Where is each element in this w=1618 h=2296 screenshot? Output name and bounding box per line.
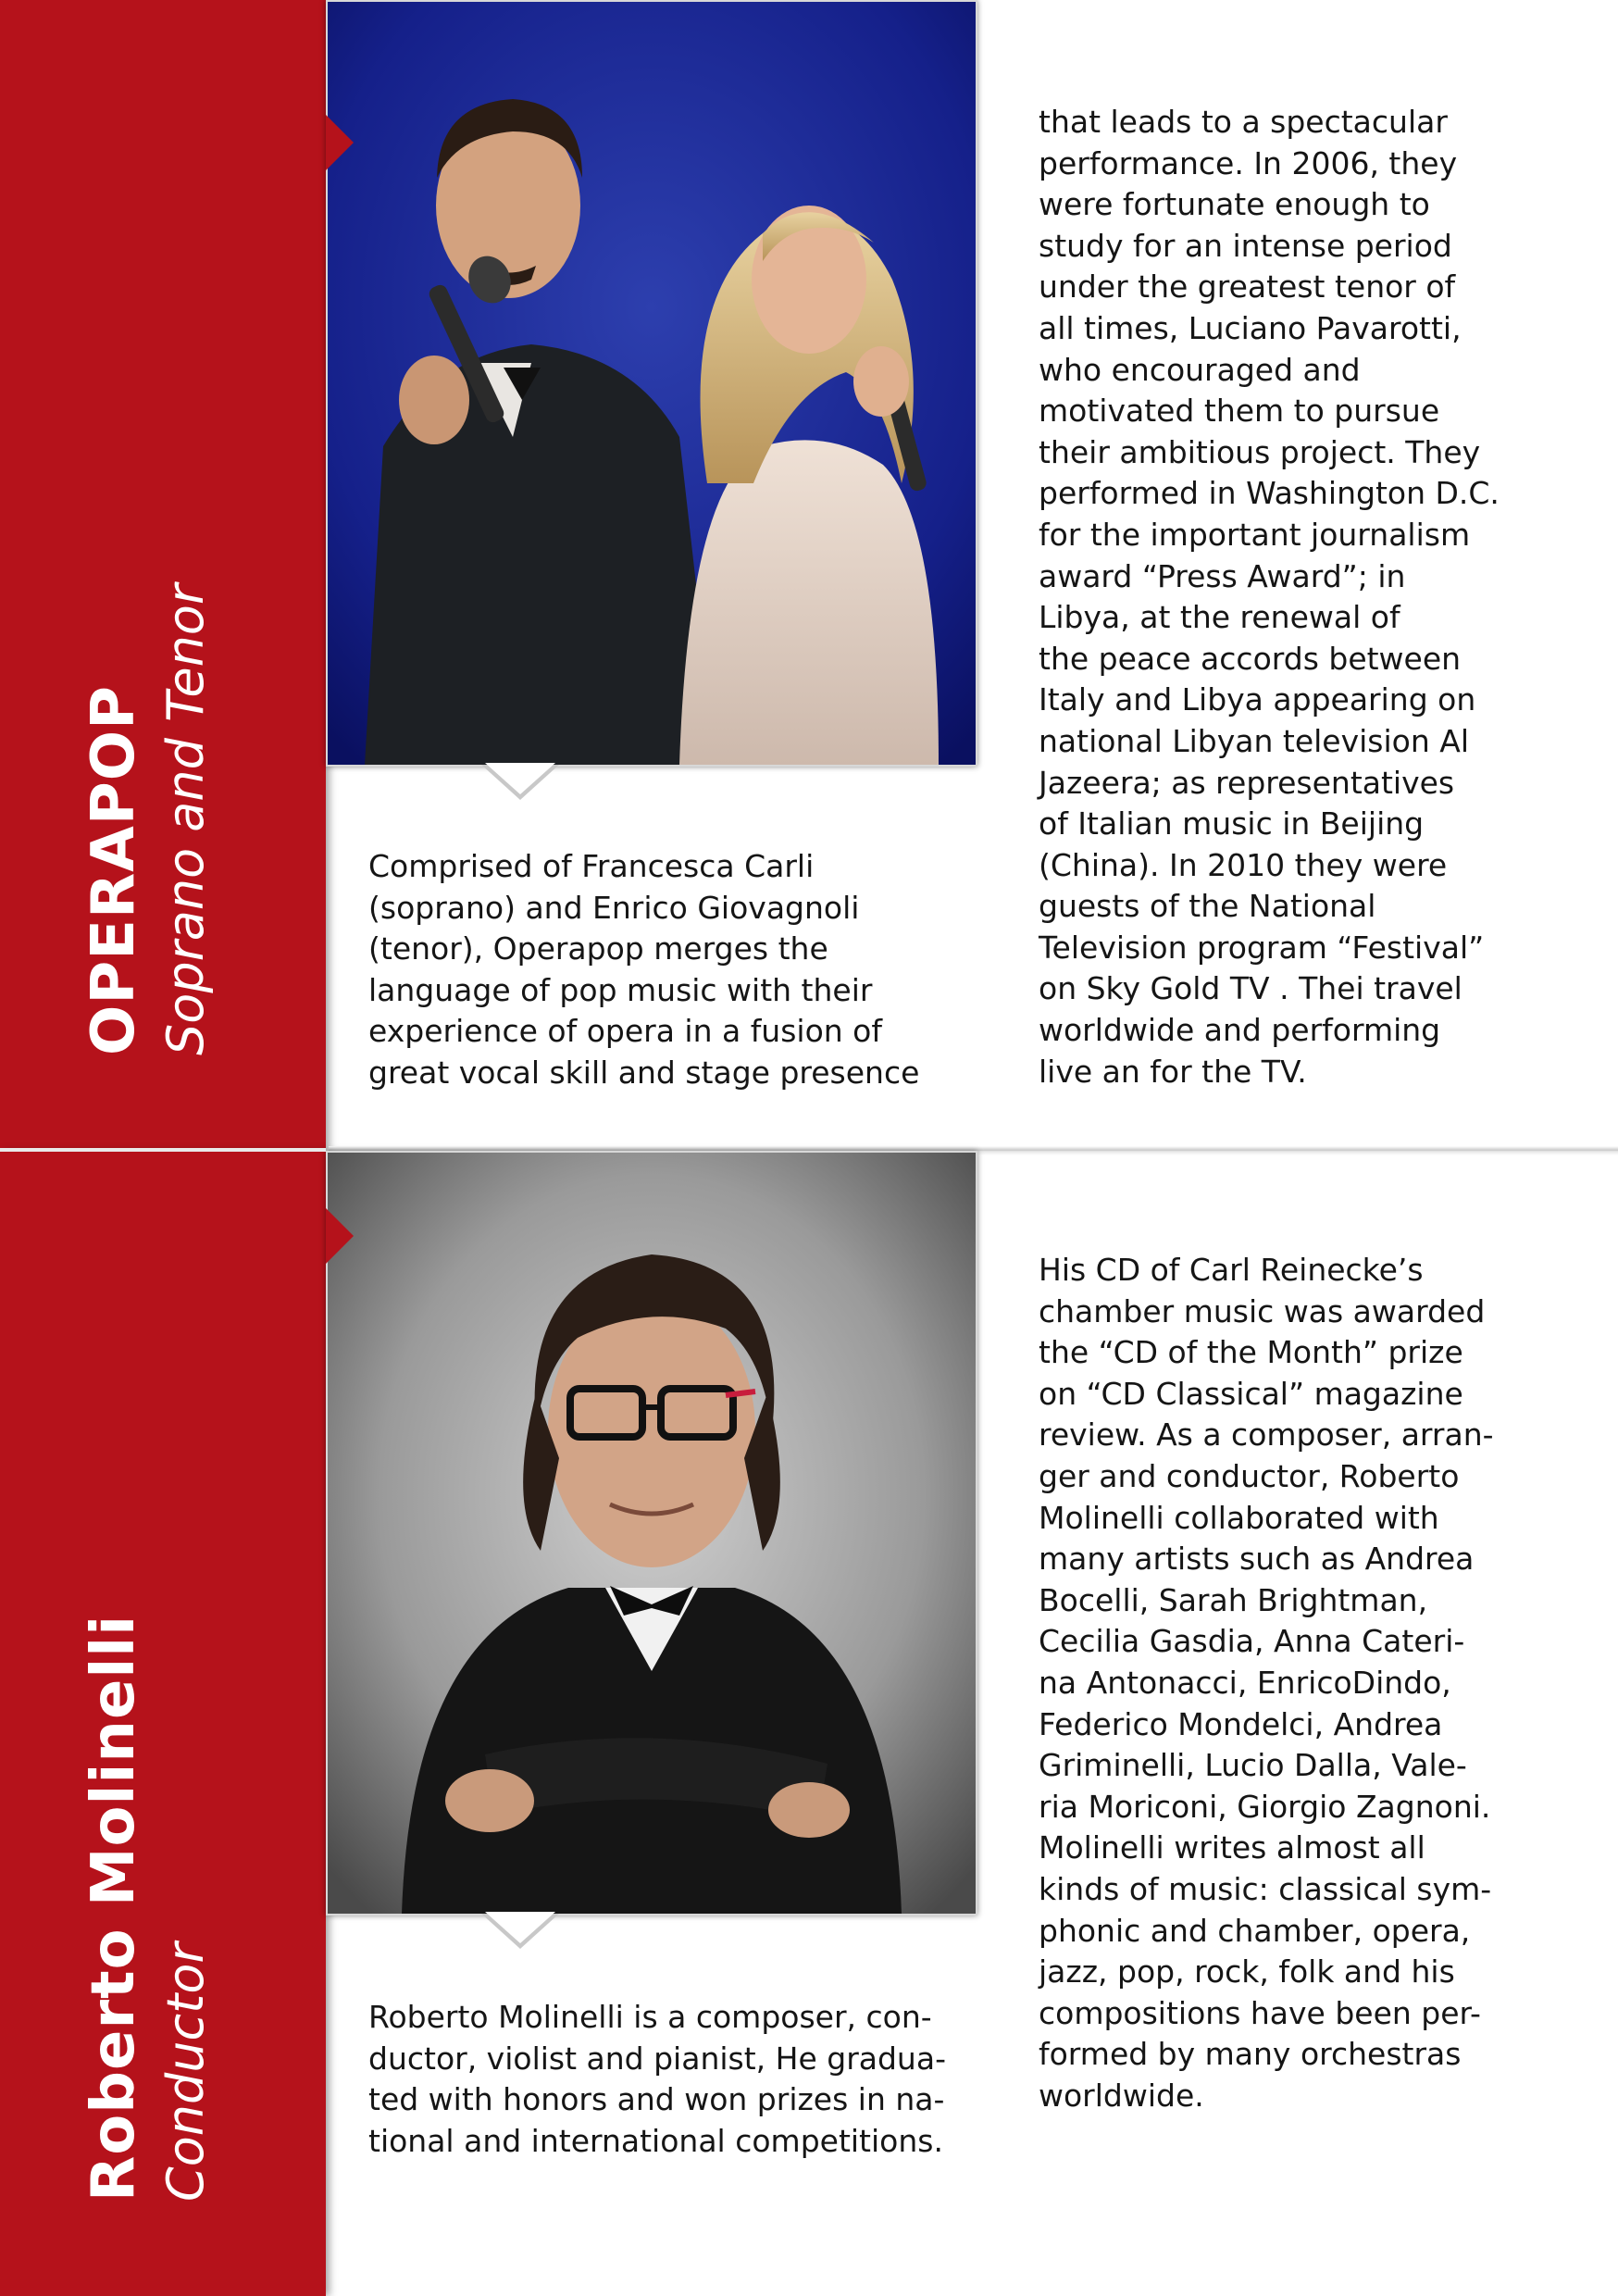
molinelli-photo (326, 1151, 977, 1915)
operapop-photo-notch-down (485, 763, 555, 794)
molinelli-role: Conductor (156, 1942, 215, 2202)
molinelli-photo-notch-down (485, 1912, 555, 1943)
molinelli-vertical-title (74, 1615, 218, 2202)
operapop-vertical-title (74, 584, 218, 1055)
operapop-role: Soprano and Tenor (156, 583, 215, 1055)
operapop-photo (326, 0, 977, 767)
molinelli-name: Roberto Molinelli (80, 1614, 148, 2202)
operapop-intro-text: Comprised of Francesca Carli (soprano) and Enrico Giovagnoli (tenor), Operapop merges the language of pop music with their experience of opera in a fusion of great vocal skill and stage presence (368, 848, 920, 1091)
molinelli-body-text: His CD of Carl Reinecke’s chamber music was awarded the “CD of the Month” prize on “CD Classical” magazine review. As a composer, arran- ger and conductor, Roberto Molinelli collaborated with many artists such as Andrea Bocelli, Sarah Brightman, Cecilia Gasdia, Anna Cateri- na Antonacci, EnricoDindo, Federico Mondelci, Andrea Griminelli, Lucio Dalla, Vale- ria Moriconi, Giorgio Zagnoni. Molinelli writes almost all kinds of music: classical sym- phonic and chamber, opera, jazz, pop, rock, folk and his compositions have been per- formed by many orchestras worldwide. (1039, 1252, 1494, 2114)
operapop-body-text: that leads to a spectacular performance. In 2006, they were fortunate enough to study for an intense period under the greatest tenor of all times, Luciano Pavarotti, who encouraged and motivated them to pursue their ambitious project. They performed in Washington D.C. for the important journalism award “Press Award”; in Libya, at the renewal of the peace accords between Italy and Libya appearing on national Libyan television Al Jazeera; as representatives of Italian music in Beijing (China). In 2010 they were guests of the National Television program “Festival” on Sky Gold TV . Thei travel worldwide and performing live an for the TV. (1039, 104, 1500, 1090)
molinelli-photo-notch-left (326, 1208, 354, 1264)
operapop-name: OPERAPOP (80, 684, 148, 1055)
molinelli-intro-text: Roberto Molinelli is a composer, con- ductor, violist and pianist, He gradua- ted with honors and won prizes in na- tional and international competitions. (368, 1999, 946, 2159)
molinelli-section (0, 1151, 1618, 2296)
operapop-photo-notch-left (326, 115, 354, 170)
banner-divider (0, 1148, 326, 1152)
